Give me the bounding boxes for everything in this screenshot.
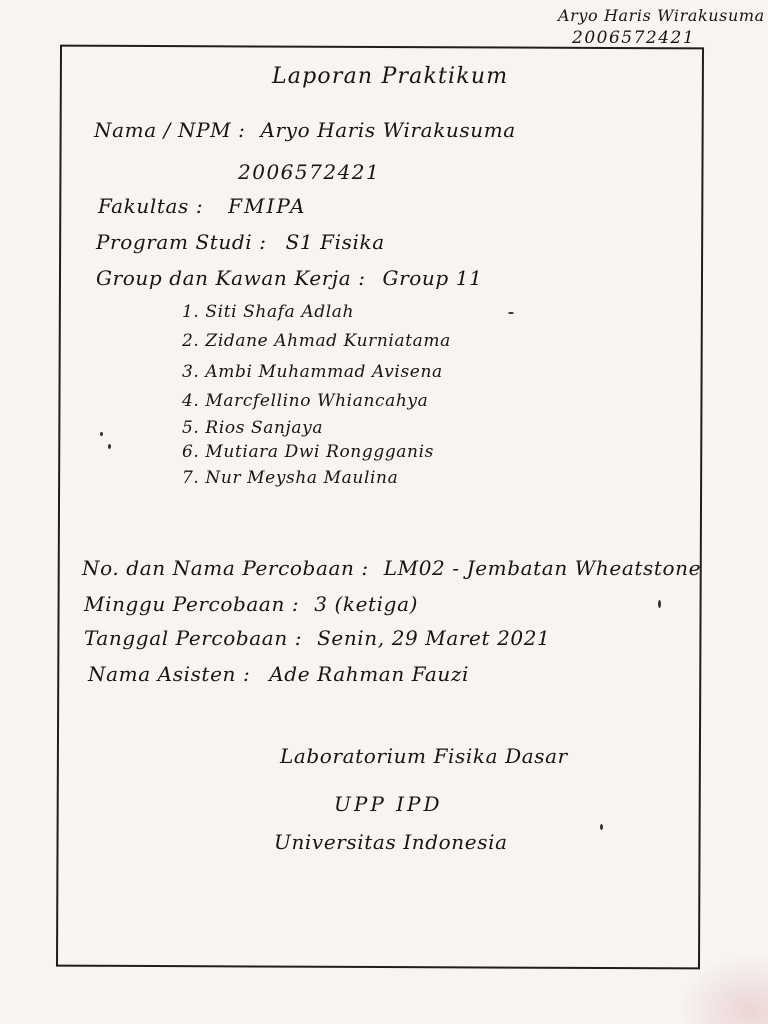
asisten-value: Ade Rahman Fauzi — [269, 662, 470, 686]
corner-name: Aryo Haris Wirakusuma — [558, 6, 765, 25]
npm-value: 2006572421 — [238, 160, 381, 184]
prodi-label: Program Studi : — [96, 230, 267, 254]
pen-mark — [508, 312, 514, 314]
fakultas-row — [98, 194, 306, 218]
member-item: 4. Marcfellino Whiancahya — [182, 391, 429, 411]
member-item: 5. Rios Sanjaya — [182, 418, 324, 438]
member-item: 7. Nur Meysha Maulina — [182, 468, 399, 488]
nama-value: Aryo Haris Wirakusuma — [260, 118, 516, 142]
report-title: Laporan Praktikum — [272, 64, 509, 89]
minggu-value: 3 (ketiga) — [314, 592, 419, 616]
footer-university: Universitas Indonesia — [274, 830, 508, 854]
minggu-row — [84, 592, 418, 616]
pen-mark — [100, 432, 103, 436]
asisten-row — [88, 662, 469, 686]
pen-mark — [600, 824, 603, 830]
tanggal-label: Tanggal Percobaan : — [84, 626, 303, 650]
nama-label: Nama / NPM : — [94, 118, 246, 142]
member-item: 3. Ambi Muhammad Avisena — [182, 362, 443, 382]
pen-mark — [108, 444, 111, 449]
group-value: Group 11 — [382, 266, 483, 290]
nama-row — [94, 118, 516, 142]
group-label: Group dan Kawan Kerja : — [96, 266, 366, 290]
group-row — [96, 266, 482, 290]
percobaan-label: No. dan Nama Percobaan : — [82, 556, 369, 580]
member-item: 1. Siti Shafa Adlah — [182, 302, 355, 322]
percobaan-value: LM02 - Jembatan Wheatstone — [383, 556, 702, 580]
tanggal-row — [84, 626, 550, 650]
prodi-row — [96, 230, 385, 254]
percobaan-row — [82, 556, 701, 580]
member-item: 6. Mutiara Dwi Ronggganis — [182, 442, 434, 462]
tanggal-value: Senin, 29 Maret 2021 — [317, 626, 551, 650]
corner-id: 2006572421 — [572, 28, 696, 48]
minggu-label: Minggu Percobaan : — [84, 592, 300, 616]
pen-mark — [658, 600, 661, 608]
footer-lab: Laboratorium Fisika Dasar — [280, 744, 568, 768]
fakultas-value: FMIPA — [228, 194, 307, 218]
fakultas-label: Fakultas : — [98, 194, 204, 218]
asisten-label: Nama Asisten : — [88, 662, 251, 686]
footer-unit: UPP IPD — [334, 792, 443, 816]
prodi-value: S1 Fisika — [285, 230, 385, 254]
member-item: 2. Zidane Ahmad Kurniatama — [182, 331, 451, 351]
